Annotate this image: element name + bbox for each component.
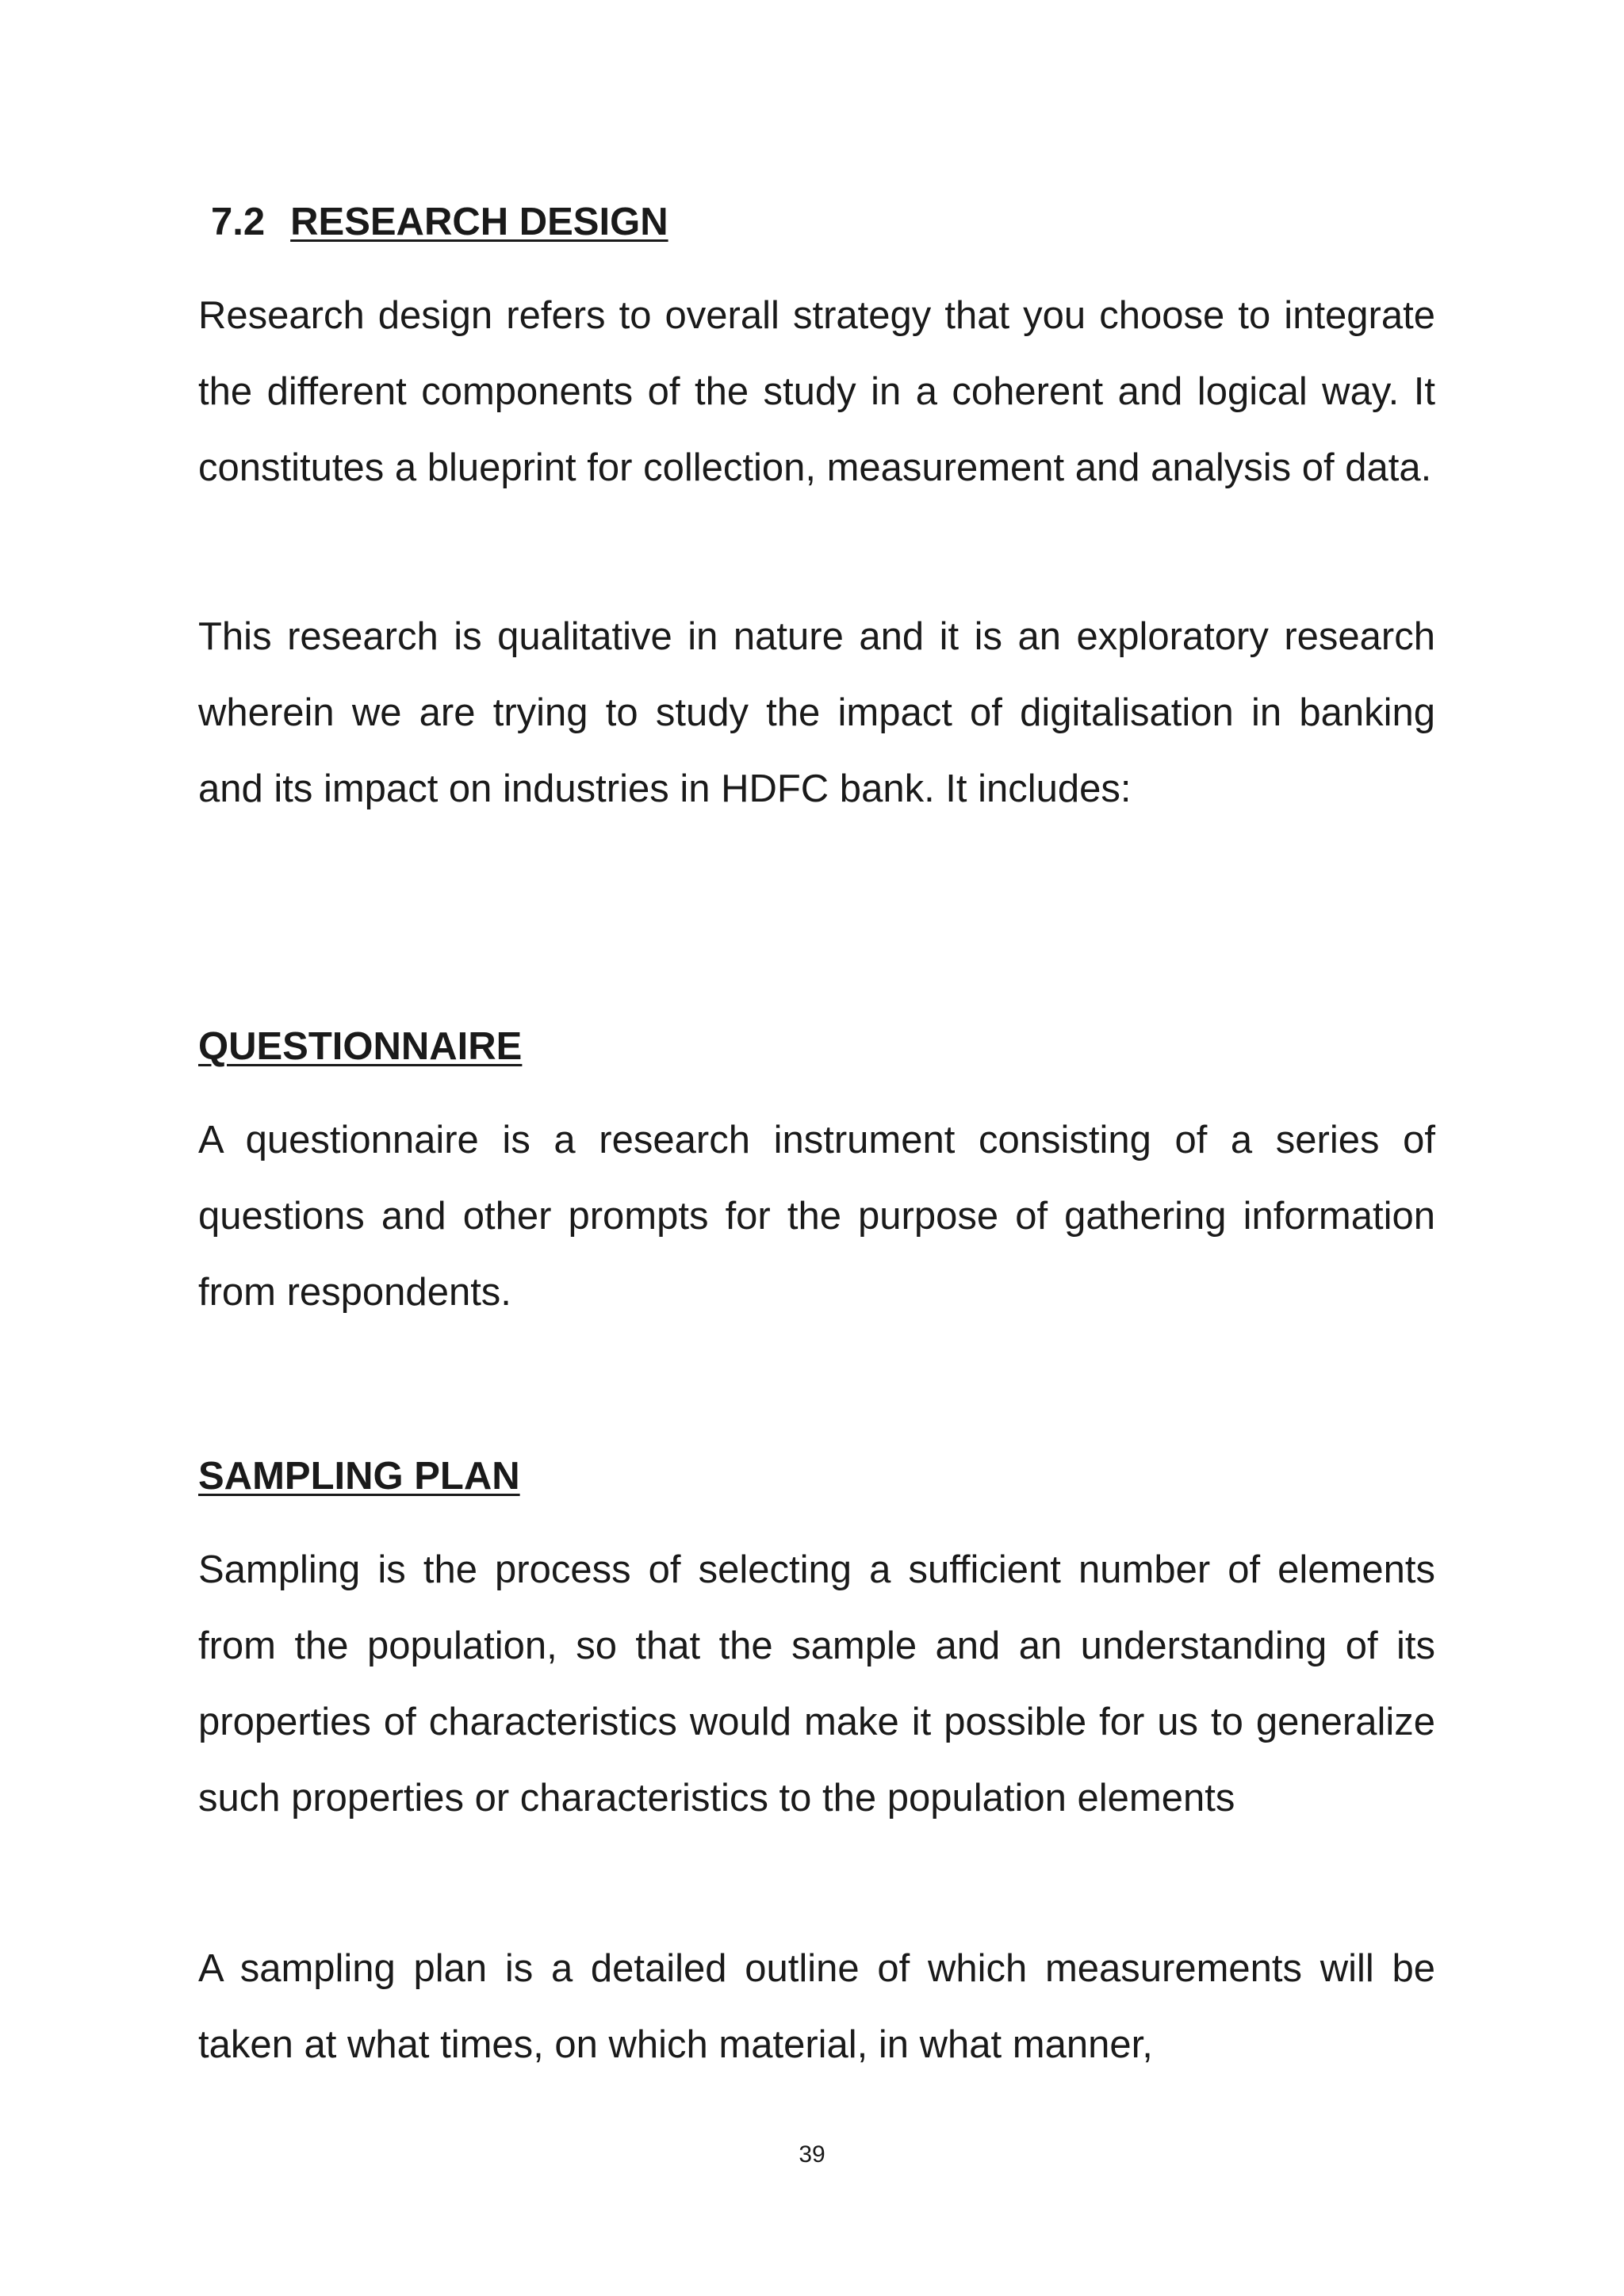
- sampling-plan-heading: SAMPLING PLAN: [198, 1455, 520, 1498]
- section-heading: [198, 198, 668, 246]
- questionnaire-paragraph: A questionnaire is a research instrument consisting of a series of questions and other prompts for the purpose of gathering information from respondents.: [198, 1119, 1435, 1314]
- sampling-plan-paragraph-2: A sampling plan is a detailed outline of which measurements will be taken at what times, on which material, in what manner,: [198, 1947, 1435, 2066]
- questionnaire-heading: QUESTIONNAIRE: [198, 1025, 523, 1068]
- section-title: RESEARCH DESIGN: [290, 201, 668, 243]
- page-number: 39: [799, 2141, 825, 2168]
- section-number: 7.2: [211, 201, 266, 243]
- sampling-plan-paragraph-1: Sampling is the process of selecting a sufficient number of elements from the population, so that the sample and an understanding of its properties of characteristics would make it possible for us to generalize such properties or characteristics to the population elements: [198, 1548, 1435, 1820]
- research-design-paragraph-2: This research is qualitative in nature and it is an exploratory research wherein we are trying to study the impact of digitalisation in banking and its impact on industries in HDFC bank. It includes:: [198, 615, 1435, 810]
- research-design-paragraph-1: Research design refers to overall strategy that you choose to integrate the different components of the study in a coherent and logical way. It constitutes a blueprint for collection, measurement and analysis of data.: [198, 294, 1435, 489]
